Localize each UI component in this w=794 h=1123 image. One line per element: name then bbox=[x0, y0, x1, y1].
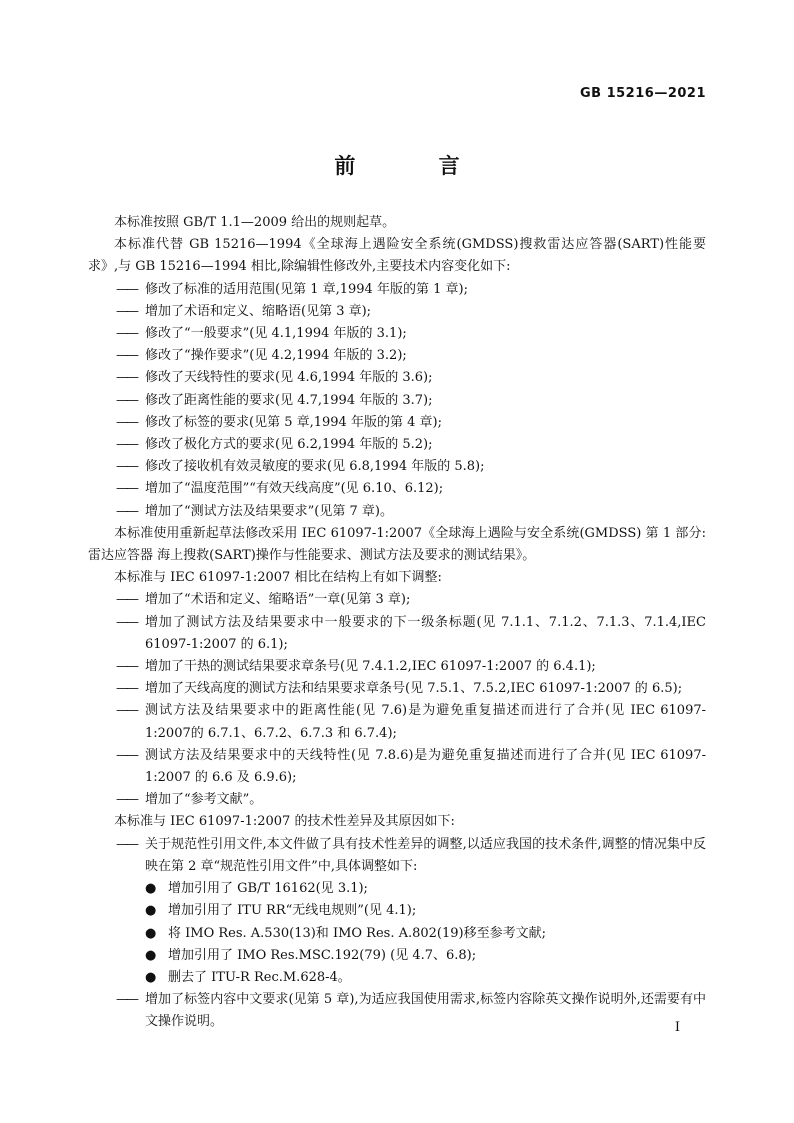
list-item: —— 增加了标签内容中文要求(见第 5 章),为适应我国使用需求,标签内容除英文操作说明外,还需要有中文操作说明。 bbox=[88, 989, 706, 1033]
dash-marker: —— bbox=[116, 792, 136, 808]
dash-marker: —— bbox=[116, 348, 136, 364]
paragraph-drafting-rule: 本标准按照 GB/T 1.1—2009 给出的规则起草。 bbox=[114, 215, 396, 230]
dash-marker: —— bbox=[116, 414, 136, 430]
paragraph-technical-diff-intro: 本标准与 IEC 61097-1:2007 的技术性差异及其原因如下: bbox=[114, 814, 455, 830]
paragraph-adoption: 本标准使用重新起草法修改采用 IEC 61097-1:2007《全球海上遇险与安全系统(GMDSS) 第 1 部分:雷达应答器 海上搜救(SART)操作与性能要求、测试方法及要求的测试结果》。 bbox=[88, 525, 706, 564]
bullet-icon: ● bbox=[145, 947, 157, 963]
dash-marker: —— bbox=[116, 281, 136, 297]
bullet-icon: ● bbox=[145, 969, 157, 985]
list-item: —— 修改了天线特性的要求(见 4.6,1994 年版的 3.6); bbox=[88, 367, 706, 389]
list-item: —— 测试方法及结果要求中的距离性能(见 7.6)是为避免重复描述而进行了合并(见 IEC 61097-1:2007的 6.7.1、6.7.2、6.7.3 和 6.7.4); bbox=[88, 700, 706, 744]
document-code: GB 15216—2021 bbox=[579, 86, 706, 101]
bullet-list bbox=[88, 878, 706, 989]
dash-marker: —— bbox=[116, 592, 136, 608]
list-item: —— 增加了“测试方法及结果要求”(见第 7 章)。 bbox=[88, 501, 706, 523]
dash-marker: —— bbox=[116, 326, 136, 342]
list-item: —— 关于规范性引用文件,本文件做了具有技术性差异的调整,以适应我国的技术条件,调整的情况集中反映在第 2 章“规范性引用文件”中,具体调整如下: bbox=[88, 834, 706, 878]
paragraph-structure-intro: 本标准与 IEC 61097-1:2007 相比在结构上有如下调整: bbox=[114, 570, 442, 586]
dash-marker: —— bbox=[116, 836, 136, 852]
list-item: —— 修改了距离性能的要求(见 4.7,1994 年版的 3.7); bbox=[88, 390, 706, 412]
list-item: —— 修改了“一般要求”(见 4.1,1994 年版的 3.1); bbox=[88, 323, 706, 345]
list-item: —— 修改了“操作要求”(见 4.2,1994 年版的 3.2); bbox=[88, 345, 706, 367]
list-item: —— 修改了标准的适用范围(见第 1 章,1994 年版的第 1 章); bbox=[88, 279, 706, 301]
dash-marker: —— bbox=[116, 481, 136, 497]
dash-marker: —— bbox=[116, 659, 136, 675]
dash-marker: —— bbox=[116, 703, 136, 719]
paragraph-replacement: 本标准代替 GB 15216—1994《全球海上遇险安全系统(GMDSS)搜救雷达应答器(SART)性能要求》,与 GB 15216—1994 相比,除编辑性修改外,主要技术内容变化如下: bbox=[88, 237, 706, 275]
bullet-item: ● 将 IMO Res. A.530(13)和 IMO Res. A.802(19)移至参考文献; bbox=[88, 923, 706, 945]
bullet-icon: ● bbox=[145, 925, 157, 941]
dash-marker: —— bbox=[116, 459, 136, 475]
dash-marker: —— bbox=[116, 747, 136, 763]
list-item: —— 增加了“参考文献”。 bbox=[88, 789, 706, 811]
dash-marker: —— bbox=[116, 681, 136, 697]
page-title: 前 言 bbox=[334, 154, 498, 178]
list-item: —— 增加了“术语和定义、缩略语”一章(见第 3 章); bbox=[88, 589, 706, 611]
dash-marker: —— bbox=[116, 503, 136, 519]
list-item: —— 增加了“温度范围”“有效天线高度”(见 6.10、6.12); bbox=[88, 478, 706, 500]
list-item: —— 修改了标签的要求(见第 5 章,1994 年版的第 4 章); bbox=[88, 412, 706, 434]
page-number: I bbox=[674, 1020, 680, 1035]
list-item: —— 修改了极化方式的要求(见 6.2,1994 年版的 5.2); bbox=[88, 434, 706, 456]
dash-marker: —— bbox=[116, 392, 136, 408]
list-item: —— 测试方法及结果要求中的天线特性(见 7.8.6)是为避免重复描述而进行了合并(见 IEC 61097-1:2007 的 6.6 及 6.9.6); bbox=[88, 745, 706, 789]
bullet-item: ● 增加引用了 ITU RR“无线电规则”(见 4.1); bbox=[88, 900, 706, 922]
structure-list bbox=[88, 589, 706, 811]
dash-marker: —— bbox=[116, 614, 136, 630]
dash-marker: —— bbox=[116, 370, 136, 386]
dash-marker: —— bbox=[116, 992, 136, 1008]
foreword-body bbox=[88, 212, 706, 1034]
bullet-item: ● 增加引用了 IMO Res.MSC.192(79) (见 4.7、6.8); bbox=[88, 945, 706, 967]
list-item: —— 增加了术语和定义、缩略语(见第 3 章); bbox=[88, 301, 706, 323]
technical-diff-list bbox=[88, 834, 706, 1034]
bullet-icon: ● bbox=[145, 881, 157, 897]
change-list bbox=[88, 279, 706, 523]
list-item: —— 增加了干热的测试结果要求章条号(见 7.4.1.2,IEC 61097-1:2007 的 6.4.1); bbox=[88, 656, 706, 678]
list-item: —— 增加了测试方法及结果要求中一般要求的下一级条标题(见 7.1.1、7.1.2、7.1.3、7.1.4,IEC 61097-1:2007 的 6.1); bbox=[88, 612, 706, 656]
dash-marker: —— bbox=[116, 437, 136, 453]
list-item: —— 修改了接收机有效灵敏度的要求(见 6.8,1994 年版的 5.8); bbox=[88, 456, 706, 478]
bullet-item: ● 增加引用了 GB/T 16162(见 3.1); bbox=[88, 878, 706, 900]
list-item: —— 增加了天线高度的测试方法和结果要求章条号(见 7.5.1、7.5.2,IEC 61097-1:2007 的 6.5); bbox=[88, 678, 706, 700]
bullet-icon: ● bbox=[145, 903, 157, 919]
bullet-item: ● 删去了 ITU-R Rec.M.628-4。 bbox=[88, 967, 706, 989]
dash-marker: —— bbox=[116, 303, 136, 319]
